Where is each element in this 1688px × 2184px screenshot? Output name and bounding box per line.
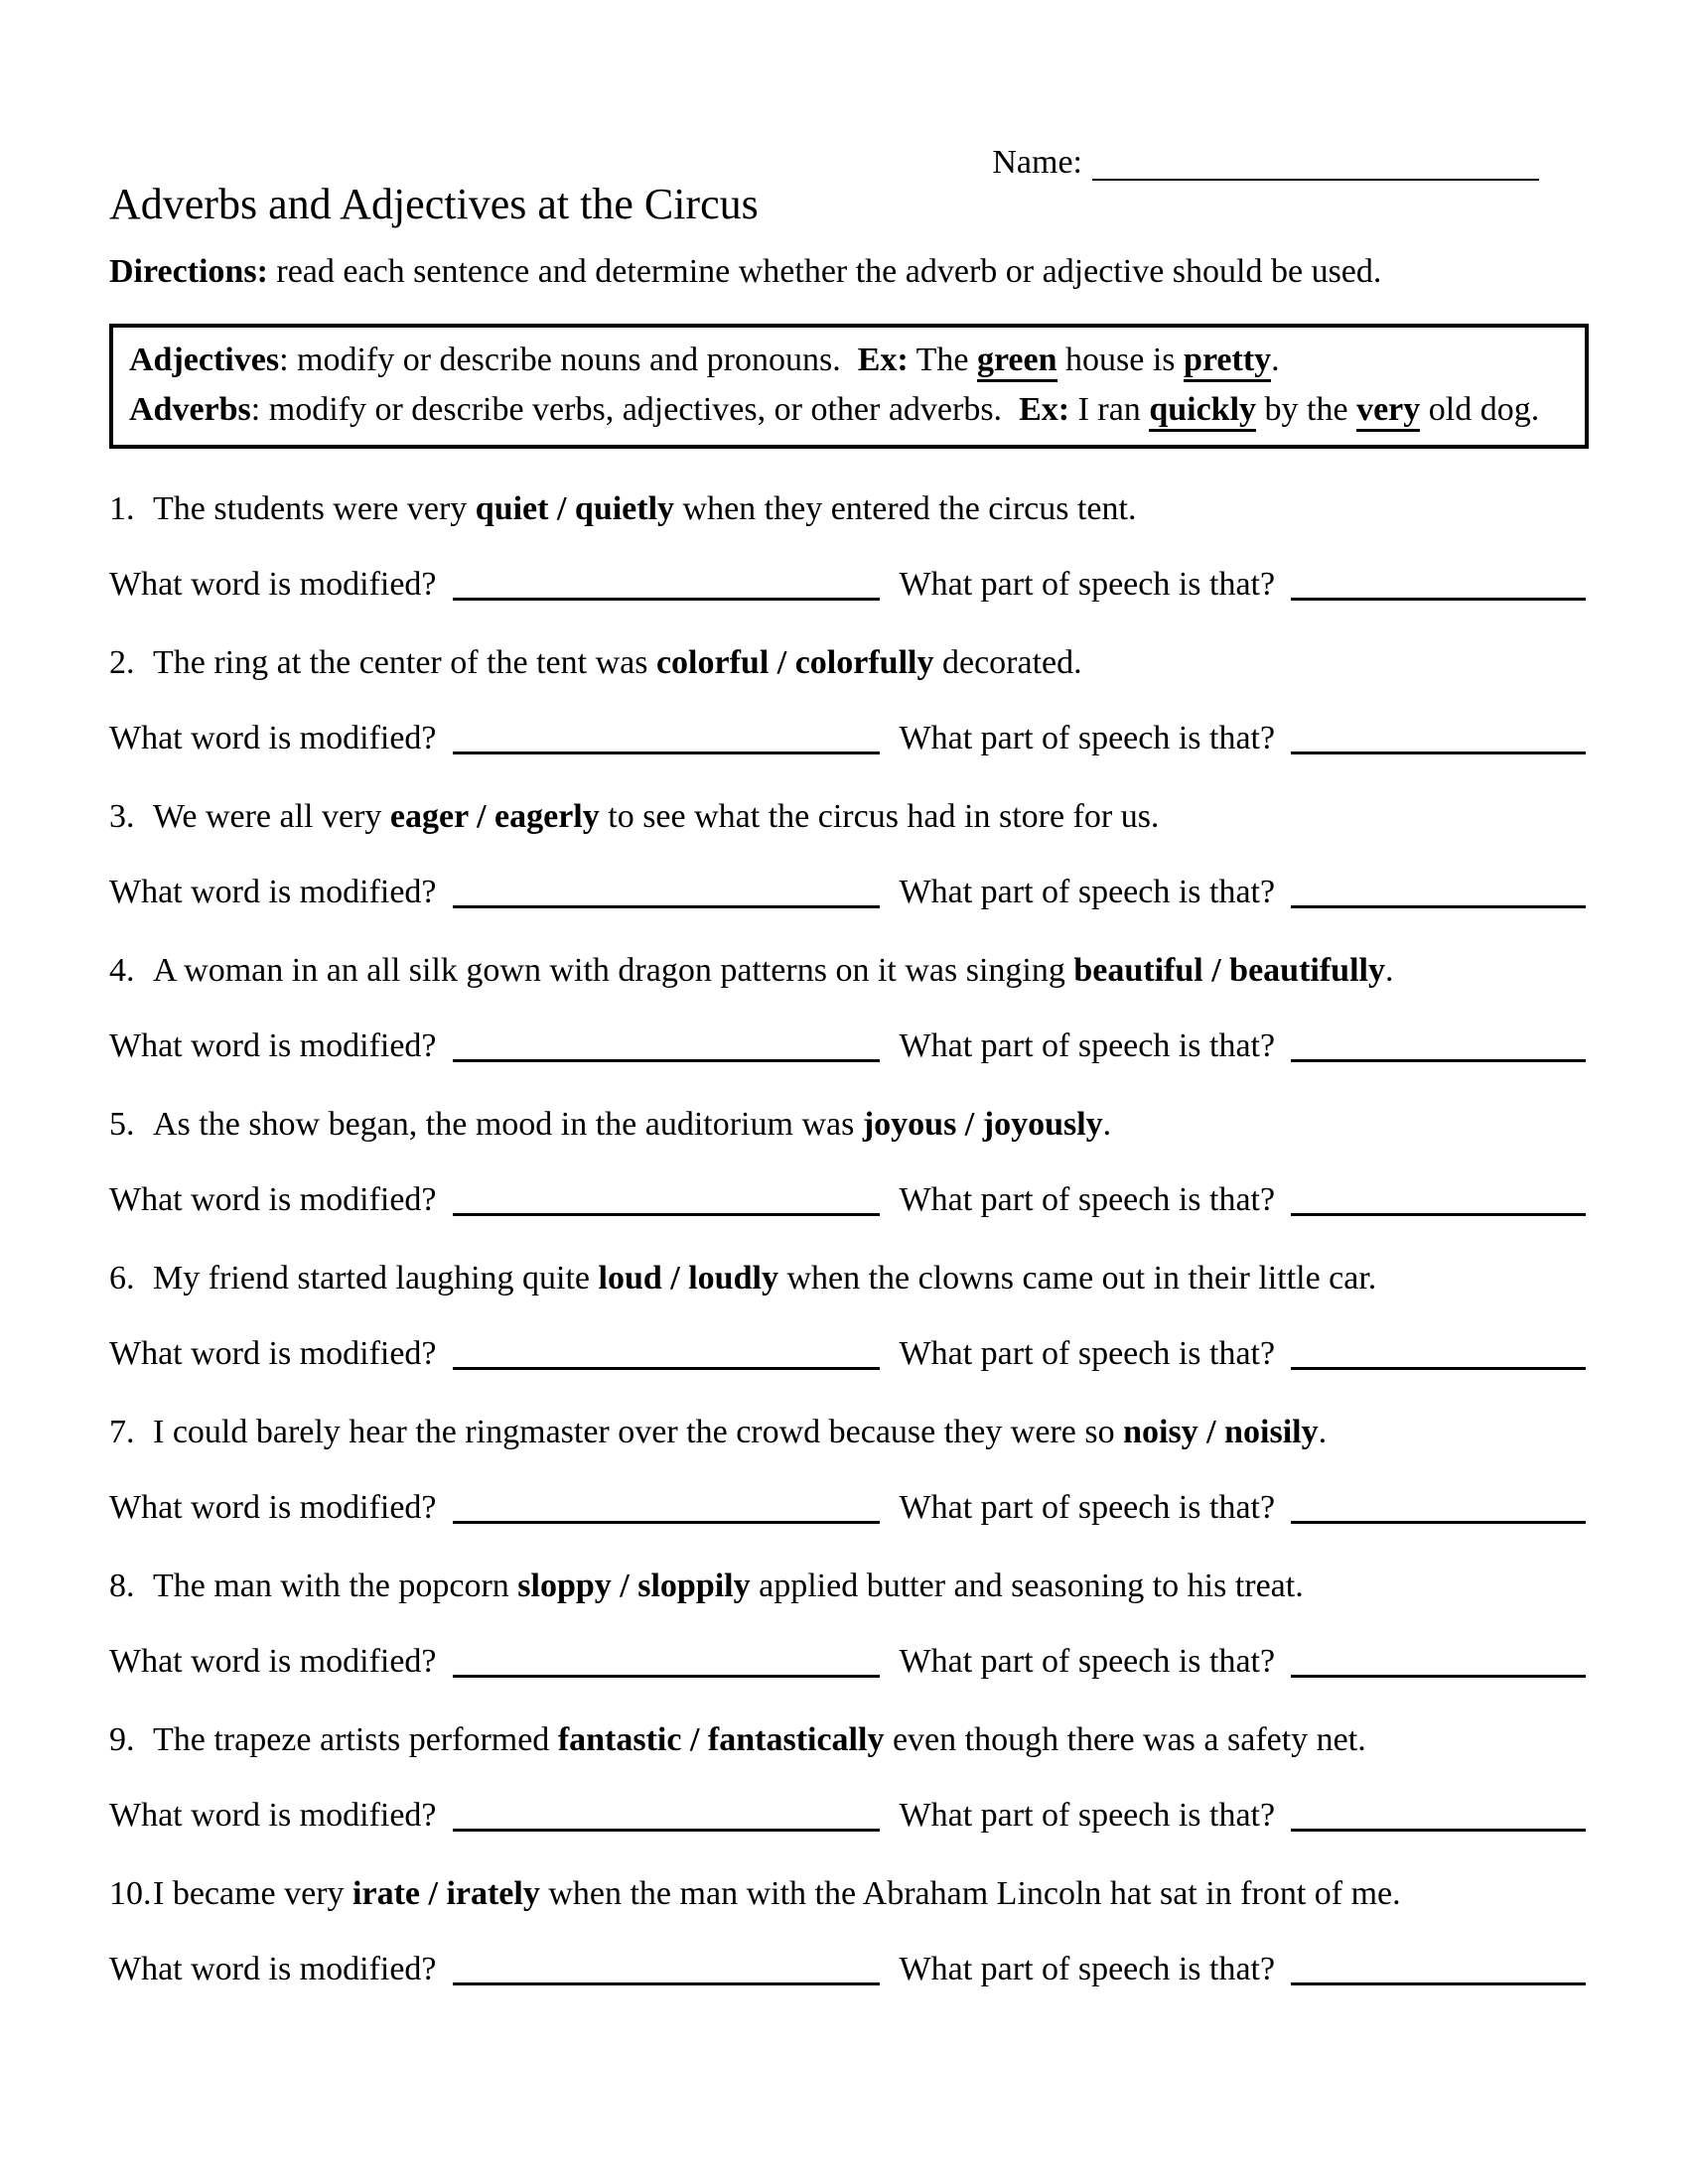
question-sentence [109,1412,1589,1453]
question-choice-text: noisy / noisily [1123,1414,1319,1450]
part-of-speech-label: What part of speech is that? [899,1489,1276,1526]
question-block [109,488,1589,606]
modified-word-blank[interactable] [453,1213,880,1216]
part-of-speech-blank[interactable] [1291,1982,1586,1985]
part-of-speech-label: What part of speech is that? [899,1951,1276,1987]
question-number: 5. [109,1106,135,1143]
definition-segment: by the [1256,391,1357,428]
part-of-speech-label: What part of speech is that? [899,1335,1276,1372]
question-text-pre: The trapeze artists performed [153,1721,558,1758]
question-text-post: applied butter and seasoning to his treat. [750,1568,1304,1604]
part-of-speech-blank[interactable] [1291,1829,1586,1832]
definition-segment: The [908,341,977,378]
modified-word-label: What word is modified? [109,1797,437,1834]
question-sentence [109,1258,1589,1299]
definition-segment: house is [1056,341,1185,378]
definition-segment: I ran [1069,391,1150,428]
question-text-post: when they entered the circus tent. [674,490,1137,527]
answer-line [109,718,1586,759]
modified-word-blank[interactable] [453,1829,880,1832]
modified-word-blank[interactable] [453,1059,880,1062]
modified-word-blank[interactable] [453,1367,880,1370]
question-text-post: decorated. [933,644,1082,681]
question-block [109,1258,1589,1375]
question-text-post: even though there was a safety net. [884,1721,1366,1758]
question-block [109,1412,1589,1529]
question-block [109,950,1589,1067]
question-sentence [109,1873,1589,1915]
question-choice-text: irate / irately [352,1875,540,1912]
modified-word-label: What word is modified? [109,1027,437,1064]
modified-word-blank[interactable] [453,598,880,601]
modified-word-label: What word is modified? [109,1951,437,1987]
definition-segment: very [1356,391,1420,432]
definition-segment: quickly [1149,391,1256,432]
answer-line [109,1179,1586,1221]
part-of-speech-blank[interactable] [1291,598,1586,601]
question-choice-text: fantastic / fantastically [557,1721,885,1758]
modified-word-blank[interactable] [453,751,880,754]
definition-segment: green [977,341,1057,382]
question-sentence [109,642,1589,684]
question-sentence [109,488,1589,530]
question-text-pre: My friend started laughing quite [153,1260,599,1297]
modified-word-label: What word is modified? [109,720,437,756]
question-number: 4. [109,952,135,989]
question-text-pre: The students were very [153,490,476,527]
part-of-speech-label: What part of speech is that? [899,1797,1276,1834]
definitions-box [109,324,1589,449]
question-text-pre: The man with the popcorn [153,1568,518,1604]
modified-word-blank[interactable] [453,905,880,908]
definition-segment: Ex: [857,341,909,378]
modified-word-label: What word is modified? [109,1643,437,1680]
modified-word-label: What word is modified? [109,874,437,910]
question-block [109,1104,1589,1221]
answer-line [109,1949,1586,1990]
question-number: 2. [109,644,135,681]
question-number: 3. [109,798,135,835]
question-text-post: . [1384,952,1394,989]
part-of-speech-label: What part of speech is that? [899,720,1276,756]
part-of-speech-label: What part of speech is that? [899,1643,1276,1680]
page-title: Adverbs and Adjectives at the Circus [109,180,759,228]
part-of-speech-blank[interactable] [1291,1059,1586,1062]
part-of-speech-label: What part of speech is that? [899,1027,1276,1064]
definition-segment: Adverbs [129,391,251,428]
question-text-post: when the clowns came out in their little car. [777,1260,1377,1297]
directions-text: read each sentence and determine whether the adverb or adjective should be used. [267,253,1382,290]
question-text-pre: A woman in an all silk gown with dragon patterns on it was singing [153,952,1074,989]
question-sentence [109,950,1589,992]
directions [109,251,1589,293]
question-number: 6. [109,1260,135,1297]
definition-segment: old dog. [1420,391,1540,428]
question-block [109,1873,1589,1990]
definition-segment: Ex: [1019,391,1070,428]
answer-line [109,1487,1586,1529]
question-choice-text: quiet / quietly [475,490,675,527]
part-of-speech-label: What part of speech is that? [899,1181,1276,1218]
question-number: 10. [109,1875,152,1912]
definition-segment: pretty [1184,341,1271,382]
question-choice-text: eager / eagerly [389,798,600,835]
question-choice-text: colorful / colorfully [655,644,934,681]
modified-word-label: What word is modified? [109,566,437,603]
modified-word-blank[interactable] [453,1521,880,1524]
modified-word-blank[interactable] [453,1982,880,1985]
answer-line [109,1333,1586,1375]
modified-word-label: What word is modified? [109,1335,437,1372]
part-of-speech-blank[interactable] [1291,1213,1586,1216]
adjective-definition-line [129,336,1569,385]
question-sentence [109,1719,1589,1761]
part-of-speech-label: What part of speech is that? [899,874,1276,910]
question-text-post: . [1318,1414,1328,1450]
name-label: Name: [992,144,1082,181]
question-number: 7. [109,1414,135,1450]
question-text-pre: I could barely hear the ringmaster over the crowd because they were so [153,1414,1124,1450]
definition-segment: Adjectives [129,341,280,378]
question-text-pre: We were all very [153,798,390,835]
question-block [109,1566,1589,1683]
answer-line [109,1795,1586,1837]
modified-word-blank[interactable] [453,1675,880,1678]
question-text-post: to see what the circus had in store for us. [599,798,1160,835]
adverb-definition-line [129,385,1569,435]
question-text-post: when the man with the Abraham Lincoln hat sat in front of me. [539,1875,1401,1912]
answer-line [109,564,1586,606]
question-choice-text: beautiful / beautifully [1073,952,1385,989]
question-text-pre: I became very [153,1875,353,1912]
worksheet-content [109,0,1589,2027]
part-of-speech-label: What part of speech is that? [899,566,1276,603]
question-sentence [109,796,1589,838]
question-choice-text: joyous / joyously [862,1106,1103,1143]
answer-line [109,1641,1586,1683]
modified-word-label: What word is modified? [109,1181,437,1218]
definition-segment: . [1271,341,1280,378]
question-text-post: . [1102,1106,1112,1143]
answer-line [109,1025,1586,1067]
part-of-speech-blank[interactable] [1291,1675,1586,1678]
part-of-speech-blank[interactable] [1291,751,1586,754]
definition-segment: : modify or describe nouns and pronouns. [279,341,858,378]
question-sentence [109,1566,1589,1607]
questions-list [109,488,1589,1990]
question-choice-text: loud / loudly [598,1260,778,1297]
question-text-pre: As the show began, the mood in the auditorium was [153,1106,863,1143]
question-text-pre: The ring at the center of the tent was [153,644,656,681]
question-number: 1. [109,490,135,527]
question-number: 9. [109,1721,135,1758]
part-of-speech-blank[interactable] [1291,1521,1586,1524]
part-of-speech-blank[interactable] [1291,905,1586,908]
directions-label: Directions: [109,253,268,290]
question-number: 8. [109,1568,135,1604]
question-block [109,796,1589,913]
definition-segment: : modify or describe verbs, adjectives, or other adverbs. [250,391,1020,428]
question-choice-text: sloppy / sloppily [517,1568,751,1604]
answer-line [109,872,1586,913]
modified-word-label: What word is modified? [109,1489,437,1526]
question-block [109,1719,1589,1837]
question-sentence [109,1104,1589,1146]
question-block [109,642,1589,759]
part-of-speech-blank[interactable] [1291,1367,1586,1370]
